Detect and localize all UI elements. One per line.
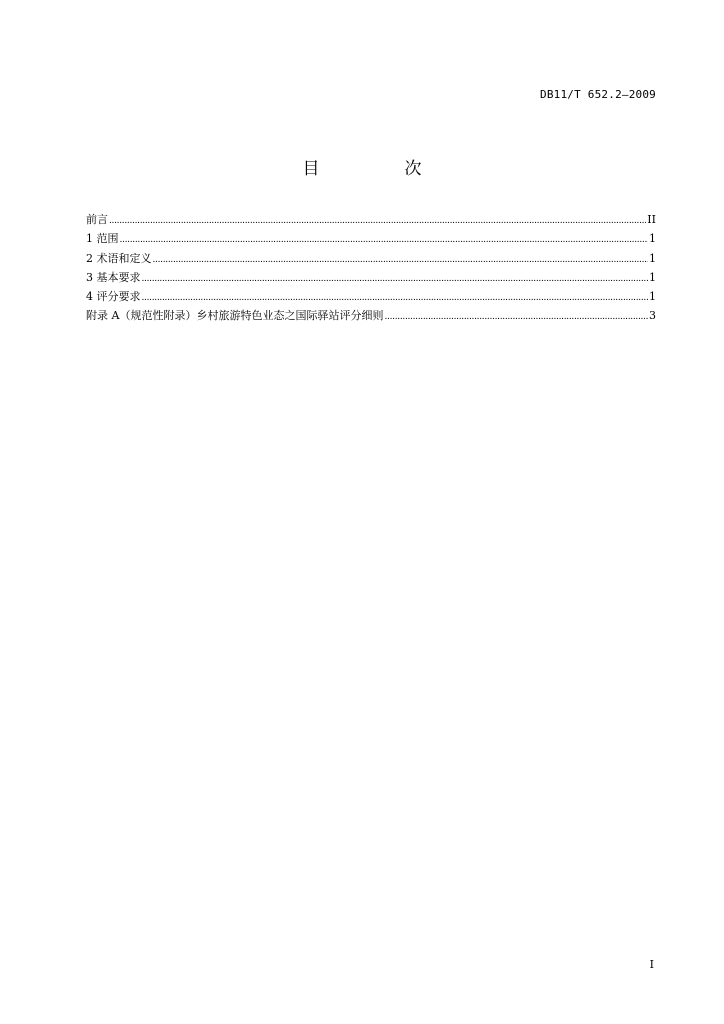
toc-entry-label: 1 范围 bbox=[86, 232, 119, 246]
toc-title: 目 次 bbox=[302, 159, 456, 179]
document-code: DB11/T 652.2—2009 bbox=[540, 88, 656, 101]
toc-entry-label: 2 术语和定义 bbox=[86, 251, 152, 265]
toc-entry-page: 1 bbox=[649, 290, 656, 304]
toc-entry-foreword[interactable] bbox=[86, 210, 656, 229]
toc-entry-page: II bbox=[647, 213, 656, 226]
toc-dot-leader bbox=[109, 210, 646, 229]
toc-entry-label: 附录 A（规范性附录）乡村旅游特色业态之国际驿站评分细则 bbox=[86, 309, 384, 323]
toc-entry-scoring-requirements[interactable] bbox=[86, 287, 656, 306]
toc-entry-page: 1 bbox=[649, 251, 656, 265]
toc-dot-leader bbox=[142, 287, 649, 306]
toc-dot-leader bbox=[153, 249, 649, 268]
toc-list bbox=[86, 210, 656, 326]
toc-entry-label: 前言 bbox=[86, 213, 108, 226]
toc-entry-scope[interactable] bbox=[86, 229, 656, 248]
toc-entry-appendix-a[interactable] bbox=[86, 306, 656, 325]
toc-entry-label: 4 评分要求 bbox=[86, 290, 141, 304]
toc-dot-leader bbox=[142, 268, 649, 287]
page-number: I bbox=[649, 958, 654, 971]
toc-entry-page: 3 bbox=[649, 309, 656, 323]
toc-entry-page: 1 bbox=[649, 232, 656, 246]
toc-entry-terms[interactable] bbox=[86, 249, 656, 268]
toc-entry-label: 3 基本要求 bbox=[86, 270, 141, 284]
toc-dot-leader bbox=[384, 306, 648, 325]
toc-entry-basic-requirements[interactable] bbox=[86, 268, 656, 287]
toc-entry-page: 1 bbox=[649, 270, 656, 284]
toc-dot-leader bbox=[120, 229, 649, 248]
